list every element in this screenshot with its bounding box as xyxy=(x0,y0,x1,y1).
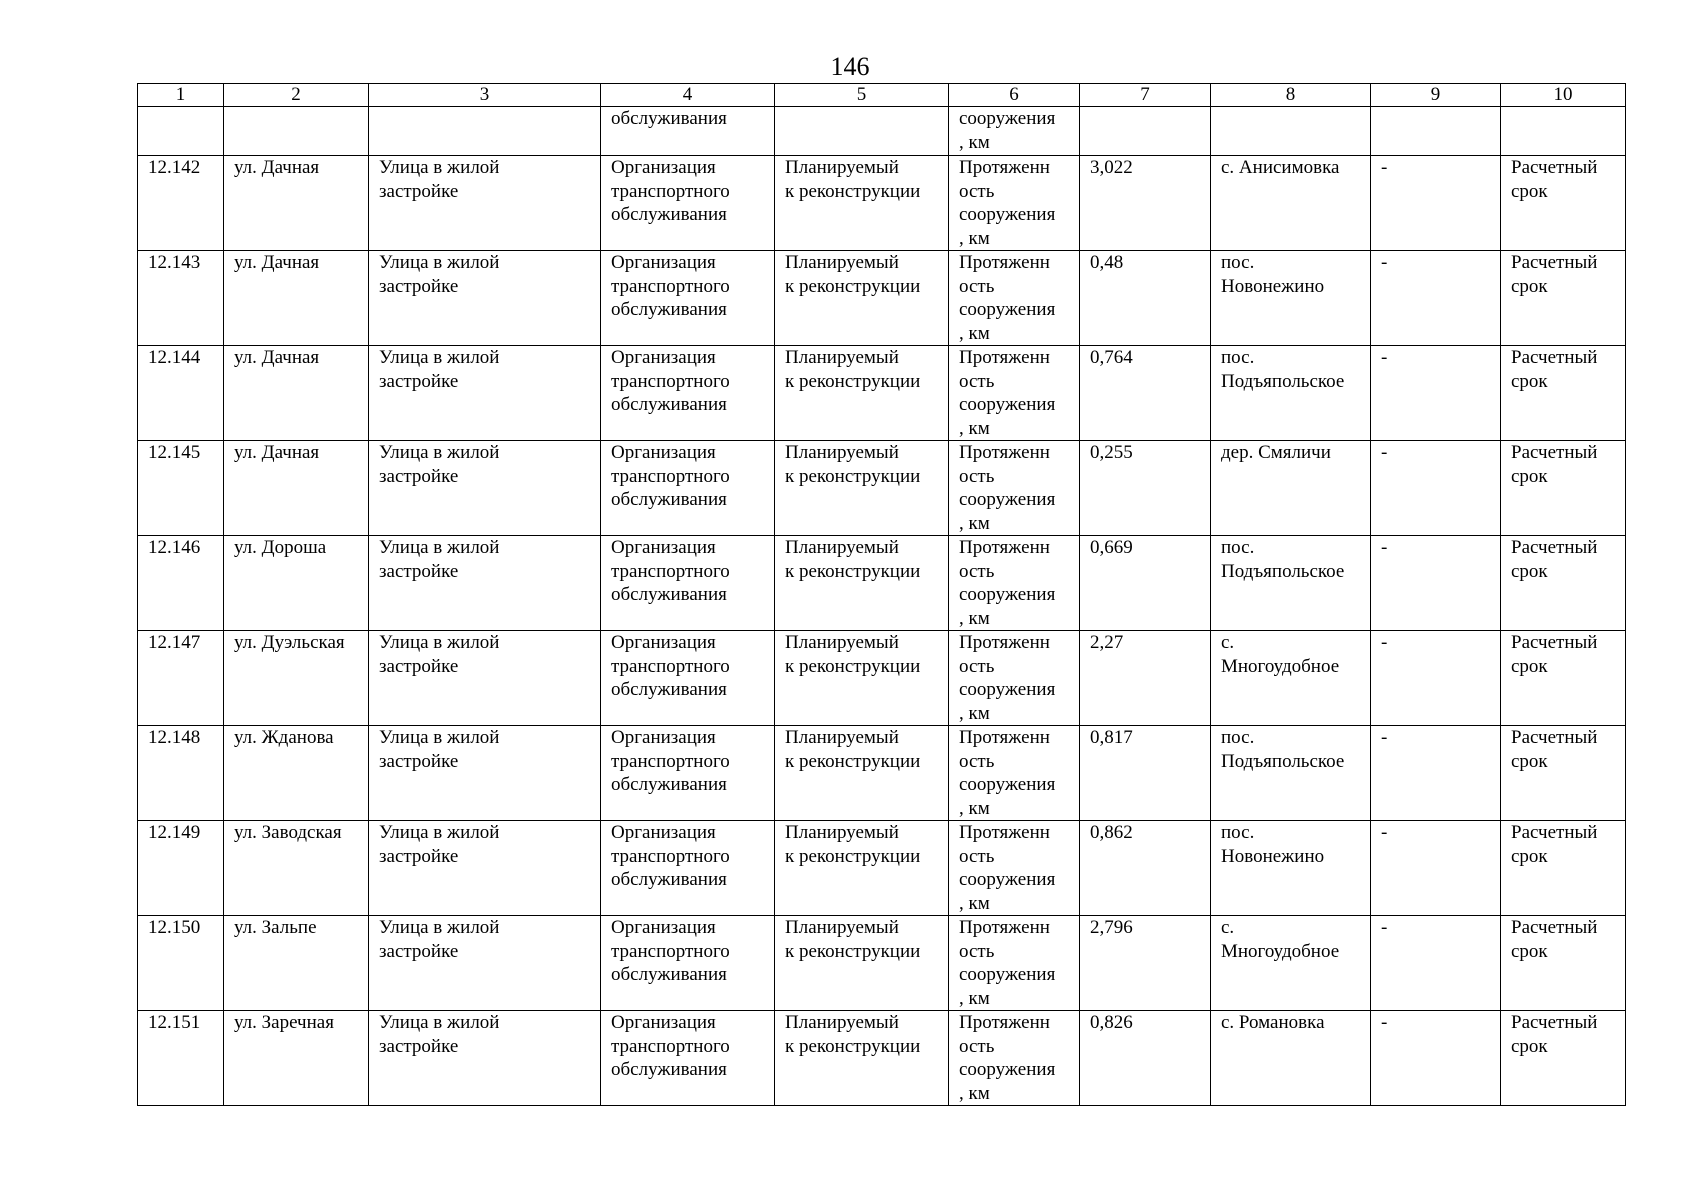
cell-characteristic: Протяженн ость сооружения , км xyxy=(949,536,1080,631)
cell-object-type: Улица в жилой застройке xyxy=(369,1011,601,1106)
cell-purpose: Организация транспортного обслуживания xyxy=(601,536,775,631)
cell-characteristic: Протяженн ость сооружения , км xyxy=(949,251,1080,346)
table-body xyxy=(138,107,1626,1106)
register-table xyxy=(137,83,1626,1106)
cell-settlement: пос. Новонежино xyxy=(1211,821,1371,916)
cell-characteristic: Протяженн ость сооружения , км xyxy=(949,631,1080,726)
cell-status: Планируемый к реконструкции xyxy=(775,346,949,441)
cell-settlement: с. Многоудобное xyxy=(1211,631,1371,726)
cell-status: Планируемый к реконструкции xyxy=(775,441,949,536)
cell-purpose: Организация транспортного обслуживания xyxy=(601,441,775,536)
table-row xyxy=(138,251,1626,346)
cell-length-value: 0,862 xyxy=(1080,821,1211,916)
cell-term: Расчетный срок xyxy=(1501,1011,1626,1106)
table-cell: обслуживания xyxy=(601,107,775,156)
cell-purpose: Организация транспортного обслуживания xyxy=(601,1011,775,1106)
cell-zone: - xyxy=(1371,916,1501,1011)
page-number: 146 xyxy=(830,52,870,81)
cell-term: Расчетный срок xyxy=(1501,821,1626,916)
cell-length-value: 0,817 xyxy=(1080,726,1211,821)
table-cell xyxy=(369,107,601,156)
cell-object-type: Улица в жилой застройке xyxy=(369,156,601,251)
cell-characteristic: Протяженн ость сооружения , км xyxy=(949,1011,1080,1106)
table-row xyxy=(138,441,1626,536)
cell-zone: - xyxy=(1371,631,1501,726)
cell-settlement: с. Романовка xyxy=(1211,1011,1371,1106)
cell-street-name: ул. Зальпе xyxy=(224,916,369,1011)
cell-row-number: 12.150 xyxy=(138,916,224,1011)
cell-row-number: 12.144 xyxy=(138,346,224,441)
cell-purpose: Организация транспортного обслуживания xyxy=(601,821,775,916)
cell-street-name: ул. Дачная xyxy=(224,156,369,251)
column-header: 5 xyxy=(775,84,949,107)
column-header: 4 xyxy=(601,84,775,107)
cell-object-type: Улица в жилой застройке xyxy=(369,441,601,536)
continuation-row xyxy=(138,107,1626,156)
cell-zone: - xyxy=(1371,726,1501,821)
column-header: 1 xyxy=(138,84,224,107)
cell-zone: - xyxy=(1371,346,1501,441)
table-row xyxy=(138,726,1626,821)
cell-row-number: 12.143 xyxy=(138,251,224,346)
cell-object-type: Улица в жилой застройке xyxy=(369,251,601,346)
cell-length-value: 2,796 xyxy=(1080,916,1211,1011)
table-row xyxy=(138,346,1626,441)
table-cell xyxy=(138,107,224,156)
cell-purpose: Организация транспортного обслуживания xyxy=(601,726,775,821)
cell-settlement: пос. Подъяпольское xyxy=(1211,346,1371,441)
cell-term: Расчетный срок xyxy=(1501,251,1626,346)
cell-purpose: Организация транспортного обслуживания xyxy=(601,346,775,441)
cell-object-type: Улица в жилой застройке xyxy=(369,536,601,631)
cell-length-value: 0,255 xyxy=(1080,441,1211,536)
column-header: 7 xyxy=(1080,84,1211,107)
cell-settlement: пос. Подъяпольское xyxy=(1211,536,1371,631)
cell-object-type: Улица в жилой застройке xyxy=(369,631,601,726)
header-row xyxy=(138,84,1626,107)
cell-status: Планируемый к реконструкции xyxy=(775,536,949,631)
cell-zone: - xyxy=(1371,1011,1501,1106)
cell-length-value: 0,669 xyxy=(1080,536,1211,631)
cell-purpose: Организация транспортного обслуживания xyxy=(601,631,775,726)
table-cell xyxy=(775,107,949,156)
cell-row-number: 12.149 xyxy=(138,821,224,916)
cell-street-name: ул. Дачная xyxy=(224,346,369,441)
cell-characteristic: Протяженн ость сооружения , км xyxy=(949,441,1080,536)
cell-status: Планируемый к реконструкции xyxy=(775,916,949,1011)
cell-street-name: ул. Жданова xyxy=(224,726,369,821)
cell-status: Планируемый к реконструкции xyxy=(775,821,949,916)
column-header: 10 xyxy=(1501,84,1626,107)
cell-term: Расчетный срок xyxy=(1501,536,1626,631)
cell-object-type: Улица в жилой застройке xyxy=(369,346,601,441)
cell-object-type: Улица в жилой застройке xyxy=(369,916,601,1011)
cell-purpose: Организация транспортного обслуживания xyxy=(601,156,775,251)
table-cell xyxy=(224,107,369,156)
cell-zone: - xyxy=(1371,441,1501,536)
column-header: 6 xyxy=(949,84,1080,107)
column-header: 2 xyxy=(224,84,369,107)
table-row xyxy=(138,156,1626,251)
cell-settlement: пос. Новонежино xyxy=(1211,251,1371,346)
cell-characteristic: Протяженн ость сооружения , км xyxy=(949,916,1080,1011)
cell-term: Расчетный срок xyxy=(1501,631,1626,726)
cell-length-value: 0,826 xyxy=(1080,1011,1211,1106)
cell-settlement: дер. Смяличи xyxy=(1211,441,1371,536)
cell-status: Планируемый к реконструкции xyxy=(775,251,949,346)
cell-settlement: с. Анисимовка xyxy=(1211,156,1371,251)
cell-street-name: ул. Дуэльская xyxy=(224,631,369,726)
table-row xyxy=(138,916,1626,1011)
cell-term: Расчетный срок xyxy=(1501,726,1626,821)
cell-characteristic: Протяженн ость сооружения , км xyxy=(949,726,1080,821)
cell-row-number: 12.151 xyxy=(138,1011,224,1106)
table-row xyxy=(138,631,1626,726)
cell-settlement: пос. Подъяпольское xyxy=(1211,726,1371,821)
cell-term: Расчетный срок xyxy=(1501,916,1626,1011)
cell-term: Расчетный срок xyxy=(1501,441,1626,536)
cell-status: Планируемый к реконструкции xyxy=(775,1011,949,1106)
cell-zone: - xyxy=(1371,251,1501,346)
cell-purpose: Организация транспортного обслуживания xyxy=(601,251,775,346)
cell-purpose: Организация транспортного обслуживания xyxy=(601,916,775,1011)
cell-term: Расчетный срок xyxy=(1501,156,1626,251)
cell-zone: - xyxy=(1371,821,1501,916)
cell-row-number: 12.146 xyxy=(138,536,224,631)
cell-status: Планируемый к реконструкции xyxy=(775,726,949,821)
table-cell xyxy=(1211,107,1371,156)
table-cell xyxy=(1080,107,1211,156)
table-cell: сооружения , км xyxy=(949,107,1080,156)
table-row xyxy=(138,536,1626,631)
cell-status: Планируемый к реконструкции xyxy=(775,156,949,251)
cell-row-number: 12.147 xyxy=(138,631,224,726)
table-cell xyxy=(1371,107,1501,156)
cell-settlement: с. Многоудобное xyxy=(1211,916,1371,1011)
cell-street-name: ул. Дороша xyxy=(224,536,369,631)
cell-length-value: 2,27 xyxy=(1080,631,1211,726)
table-cell xyxy=(1501,107,1626,156)
table-row xyxy=(138,821,1626,916)
cell-zone: - xyxy=(1371,536,1501,631)
column-header: 3 xyxy=(369,84,601,107)
cell-row-number: 12.142 xyxy=(138,156,224,251)
cell-object-type: Улица в жилой застройке xyxy=(369,726,601,821)
cell-street-name: ул. Заречная xyxy=(224,1011,369,1106)
cell-characteristic: Протяженн ость сооружения , км xyxy=(949,156,1080,251)
column-header: 8 xyxy=(1211,84,1371,107)
cell-street-name: ул. Дачная xyxy=(224,251,369,346)
cell-characteristic: Протяженн ость сооружения , км xyxy=(949,821,1080,916)
table-row xyxy=(138,1011,1626,1106)
cell-status: Планируемый к реконструкции xyxy=(775,631,949,726)
cell-object-type: Улица в жилой застройке xyxy=(369,821,601,916)
cell-length-value: 3,022 xyxy=(1080,156,1211,251)
cell-street-name: ул. Дачная xyxy=(224,441,369,536)
cell-zone: - xyxy=(1371,156,1501,251)
cell-row-number: 12.148 xyxy=(138,726,224,821)
cell-street-name: ул. Заводская xyxy=(224,821,369,916)
cell-characteristic: Протяженн ость сооружения , км xyxy=(949,346,1080,441)
cell-length-value: 0,48 xyxy=(1080,251,1211,346)
cell-term: Расчетный срок xyxy=(1501,346,1626,441)
cell-row-number: 12.145 xyxy=(138,441,224,536)
column-header: 9 xyxy=(1371,84,1501,107)
cell-length-value: 0,764 xyxy=(1080,346,1211,441)
